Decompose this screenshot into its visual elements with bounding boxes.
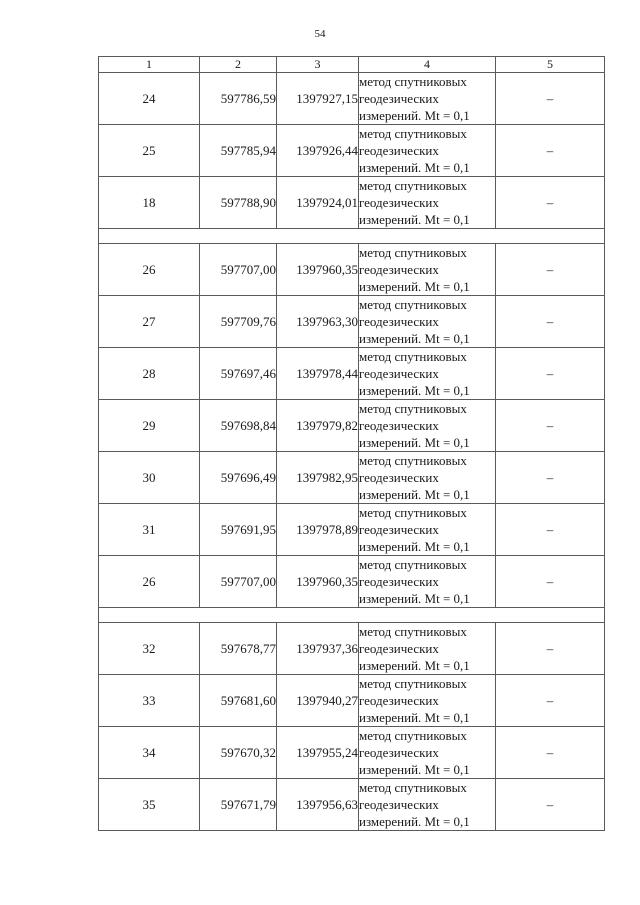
point-number-cell: 34 xyxy=(99,727,200,779)
table-row xyxy=(99,452,605,504)
header-cell-4: 4 xyxy=(359,57,496,73)
method-line: геодезических xyxy=(359,143,439,158)
description-cell: – xyxy=(496,73,605,125)
method-cell xyxy=(359,400,496,452)
method-line: геодезических xyxy=(359,641,439,656)
point-number-cell: 24 xyxy=(99,73,200,125)
method-line: измерений. Mt = 0,1 xyxy=(359,212,470,227)
y-coordinate-cell: 1397982,95 xyxy=(277,452,359,504)
method-line: геодезических xyxy=(359,418,439,433)
point-number-cell: 30 xyxy=(99,452,200,504)
table-row xyxy=(99,727,605,779)
x-coordinate-cell: 597786,59 xyxy=(200,73,277,125)
table-row xyxy=(99,556,605,608)
method-line: измерений. Mt = 0,1 xyxy=(359,658,470,673)
y-coordinate-cell: 1397927,15 xyxy=(277,73,359,125)
table-row xyxy=(99,73,605,125)
table-row xyxy=(99,623,605,675)
table-row xyxy=(99,177,605,229)
x-coordinate-cell: 597691,95 xyxy=(200,504,277,556)
table-row xyxy=(99,125,605,177)
method-line: метод спутниковых xyxy=(359,401,467,416)
method-cell xyxy=(359,348,496,400)
y-coordinate-cell: 1397978,44 xyxy=(277,348,359,400)
description-cell: – xyxy=(496,348,605,400)
method-cell xyxy=(359,556,496,608)
method-line: измерений. Mt = 0,1 xyxy=(359,383,470,398)
table-body xyxy=(99,57,605,831)
x-coordinate-cell: 597697,46 xyxy=(200,348,277,400)
method-line: метод спутниковых xyxy=(359,126,467,141)
method-line: геодезических xyxy=(359,470,439,485)
description-cell: – xyxy=(496,675,605,727)
point-number-cell: 26 xyxy=(99,244,200,296)
y-coordinate-cell: 1397924,01 xyxy=(277,177,359,229)
table-row xyxy=(99,244,605,296)
y-coordinate-cell: 1397926,44 xyxy=(277,125,359,177)
method-line: измерений. Mt = 0,1 xyxy=(359,160,470,175)
separator-row xyxy=(99,229,605,244)
method-line: геодезических xyxy=(359,693,439,708)
table-row xyxy=(99,675,605,727)
header-cell-2: 2 xyxy=(200,57,277,73)
point-number-cell: 33 xyxy=(99,675,200,727)
x-coordinate-cell: 597678,77 xyxy=(200,623,277,675)
description-cell: – xyxy=(496,177,605,229)
method-cell xyxy=(359,623,496,675)
x-coordinate-cell: 597707,00 xyxy=(200,556,277,608)
y-coordinate-cell: 1397963,30 xyxy=(277,296,359,348)
method-cell xyxy=(359,779,496,831)
point-number-cell: 35 xyxy=(99,779,200,831)
x-coordinate-cell: 597696,49 xyxy=(200,452,277,504)
y-coordinate-cell: 1397956,63 xyxy=(277,779,359,831)
point-number-cell: 26 xyxy=(99,556,200,608)
separator-cell xyxy=(99,608,605,623)
method-cell xyxy=(359,244,496,296)
x-coordinate-cell: 597785,94 xyxy=(200,125,277,177)
y-coordinate-cell: 1397940,27 xyxy=(277,675,359,727)
method-line: метод спутниковых xyxy=(359,728,467,743)
point-number-cell: 18 xyxy=(99,177,200,229)
description-cell: – xyxy=(496,125,605,177)
description-cell: – xyxy=(496,556,605,608)
method-line: измерений. Mt = 0,1 xyxy=(359,762,470,777)
method-line: метод спутниковых xyxy=(359,74,467,89)
method-line: метод спутниковых xyxy=(359,557,467,572)
y-coordinate-cell: 1397955,24 xyxy=(277,727,359,779)
description-cell: – xyxy=(496,296,605,348)
method-line: измерений. Mt = 0,1 xyxy=(359,331,470,346)
header-cell-5: 5 xyxy=(496,57,605,73)
method-cell xyxy=(359,73,496,125)
x-coordinate-cell: 597681,60 xyxy=(200,675,277,727)
method-line: измерений. Mt = 0,1 xyxy=(359,710,470,725)
description-cell: – xyxy=(496,400,605,452)
y-coordinate-cell: 1397937,36 xyxy=(277,623,359,675)
x-coordinate-cell: 597698,84 xyxy=(200,400,277,452)
method-line: метод спутниковых xyxy=(359,453,467,468)
method-cell xyxy=(359,727,496,779)
method-line: метод спутниковых xyxy=(359,676,467,691)
table-row xyxy=(99,296,605,348)
point-number-cell: 31 xyxy=(99,504,200,556)
description-cell: – xyxy=(496,452,605,504)
description-cell: – xyxy=(496,779,605,831)
description-cell: – xyxy=(496,727,605,779)
table-row xyxy=(99,400,605,452)
method-line: геодезических xyxy=(359,574,439,589)
point-number-cell: 32 xyxy=(99,623,200,675)
x-coordinate-cell: 597671,79 xyxy=(200,779,277,831)
method-line: измерений. Mt = 0,1 xyxy=(359,279,470,294)
method-line: геодезических xyxy=(359,195,439,210)
method-line: метод спутниковых xyxy=(359,245,467,260)
point-number-cell: 25 xyxy=(99,125,200,177)
method-cell xyxy=(359,296,496,348)
method-cell xyxy=(359,177,496,229)
point-number-cell: 29 xyxy=(99,400,200,452)
y-coordinate-cell: 1397979,82 xyxy=(277,400,359,452)
x-coordinate-cell: 597709,76 xyxy=(200,296,277,348)
header-row xyxy=(99,57,605,73)
method-line: геодезических xyxy=(359,91,439,106)
y-coordinate-cell: 1397978,89 xyxy=(277,504,359,556)
method-line: измерений. Mt = 0,1 xyxy=(359,539,470,554)
method-line: геодезических xyxy=(359,366,439,381)
method-cell xyxy=(359,504,496,556)
method-line: метод спутниковых xyxy=(359,505,467,520)
description-cell: – xyxy=(496,504,605,556)
table-row xyxy=(99,779,605,831)
description-cell: – xyxy=(496,623,605,675)
x-coordinate-cell: 597670,32 xyxy=(200,727,277,779)
method-line: измерений. Mt = 0,1 xyxy=(359,108,470,123)
table-row xyxy=(99,348,605,400)
separator-row xyxy=(99,608,605,623)
method-line: метод спутниковых xyxy=(359,349,467,364)
method-line: измерений. Mt = 0,1 xyxy=(359,591,470,606)
page-number: 54 xyxy=(314,28,326,40)
method-line: геодезических xyxy=(359,522,439,537)
coordinates-table xyxy=(98,56,605,831)
method-line: измерений. Mt = 0,1 xyxy=(359,487,470,502)
method-cell xyxy=(359,452,496,504)
method-line: метод спутниковых xyxy=(359,780,467,795)
y-coordinate-cell: 1397960,35 xyxy=(277,556,359,608)
x-coordinate-cell: 597707,00 xyxy=(200,244,277,296)
table-row xyxy=(99,504,605,556)
y-coordinate-cell: 1397960,35 xyxy=(277,244,359,296)
method-cell xyxy=(359,125,496,177)
method-line: геодезических xyxy=(359,745,439,760)
method-line: метод спутниковых xyxy=(359,624,467,639)
method-line: геодезических xyxy=(359,314,439,329)
method-line: геодезических xyxy=(359,797,439,812)
x-coordinate-cell: 597788,90 xyxy=(200,177,277,229)
header-cell-1: 1 xyxy=(99,57,200,73)
method-line: измерений. Mt = 0,1 xyxy=(359,814,470,829)
point-number-cell: 27 xyxy=(99,296,200,348)
method-line: метод спутниковых xyxy=(359,178,467,193)
method-line: метод спутниковых xyxy=(359,297,467,312)
separator-cell xyxy=(99,229,605,244)
description-cell: – xyxy=(496,244,605,296)
header-cell-3: 3 xyxy=(277,57,359,73)
method-line: измерений. Mt = 0,1 xyxy=(359,435,470,450)
point-number-cell: 28 xyxy=(99,348,200,400)
method-cell xyxy=(359,675,496,727)
method-line: геодезических xyxy=(359,262,439,277)
